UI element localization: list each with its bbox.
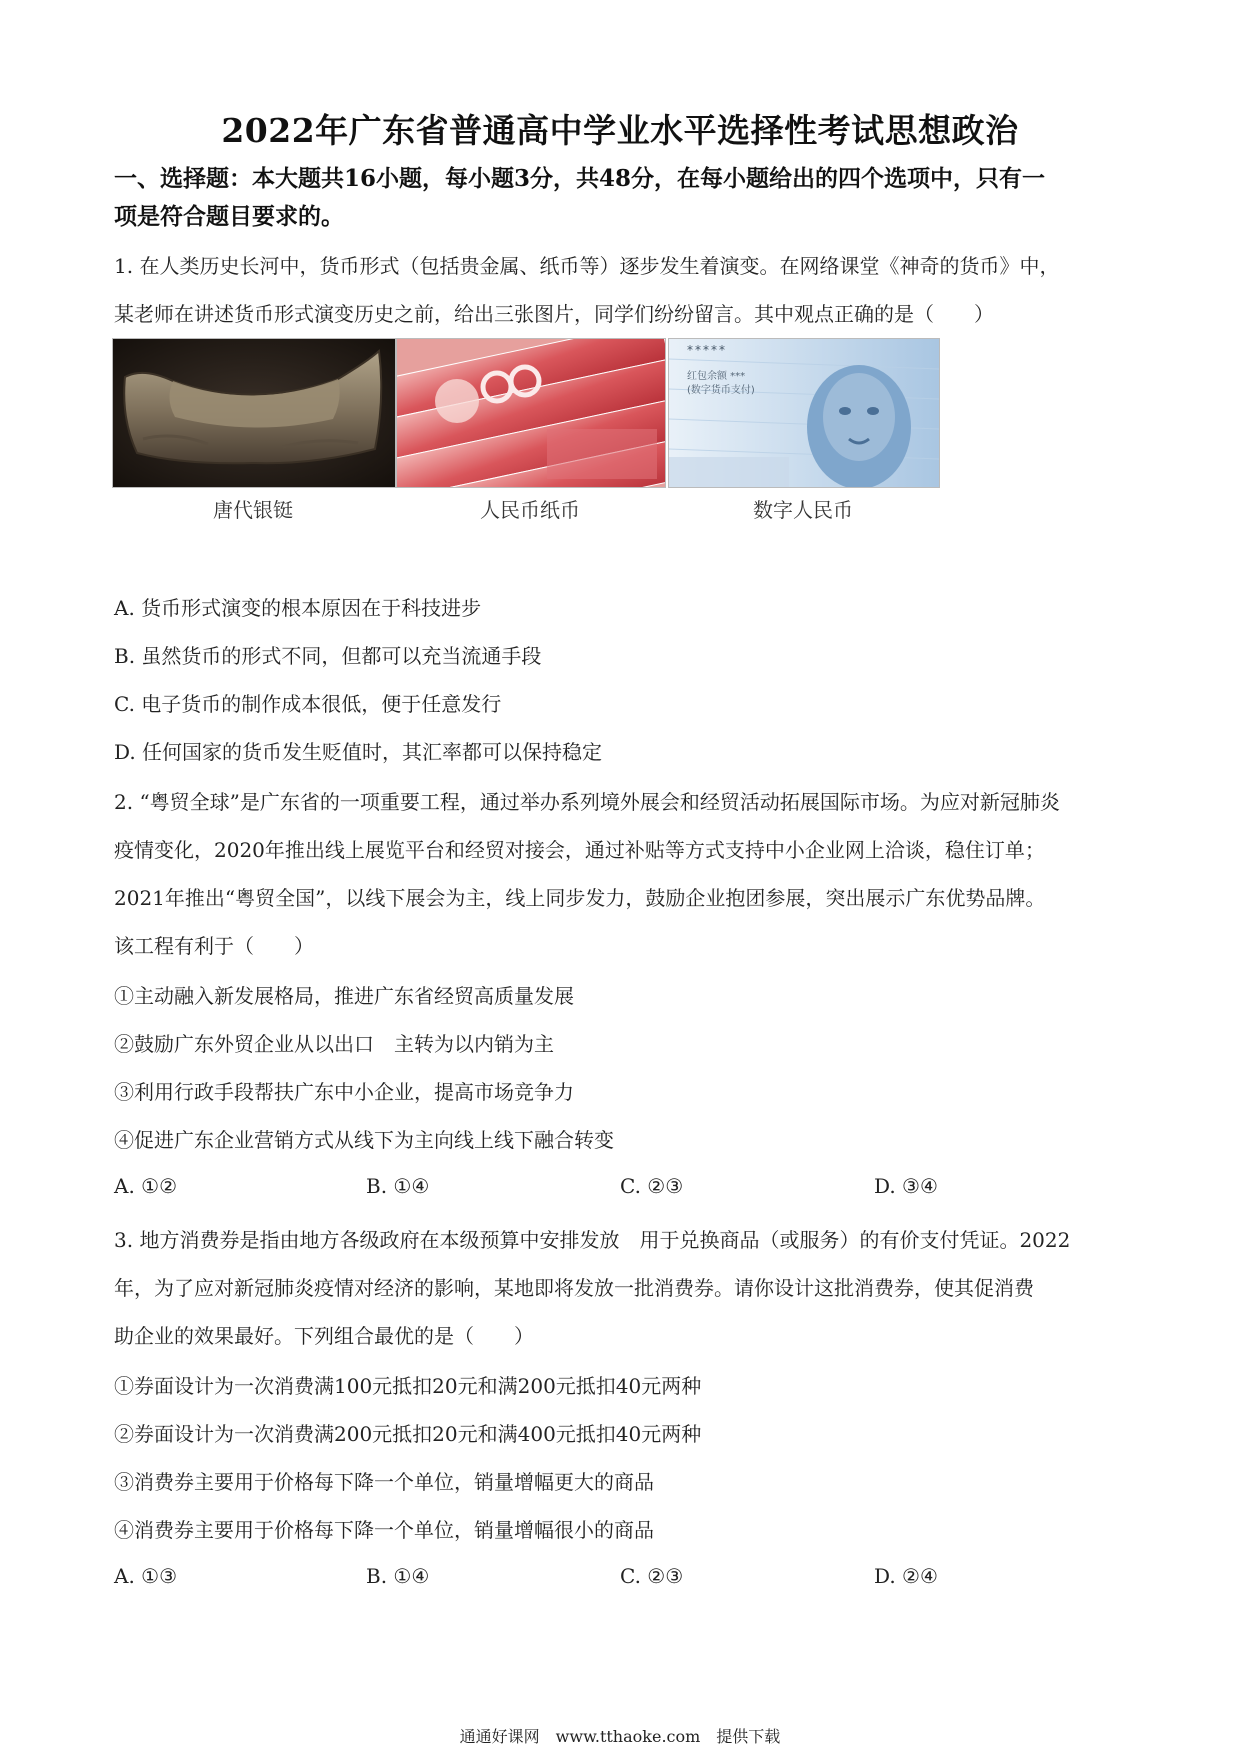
- figure-caption: 数字人民币: [753, 498, 853, 522]
- q3-item: ①券面设计为一次消费满100元抵扣20元和满200元抵扣40元两种: [114, 1374, 702, 1398]
- q2-item: ④促进广东企业营销方式从线下为主向线上线下融合转变: [114, 1128, 614, 1152]
- q3-stem: 3. 地方消费券是指由地方各级政府在本级预算中安排发放 用于兑换商品（或服务）的有价支付凭证。2022: [114, 1228, 1071, 1252]
- q2-item: ③利用行政手段帮扶广东中小企业，提高市场竞争力: [114, 1080, 574, 1104]
- rmb-banknotes-image: [396, 338, 666, 488]
- silver-ingot-image: [112, 338, 396, 488]
- page-footer: 通通好课网 www.tthaoke.com 提供下载: [459, 1727, 781, 1746]
- q3-item: ③消费券主要用于价格每下降一个单位，销量增幅更大的商品: [114, 1470, 654, 1494]
- q2-stem: 2021年推出“粤贸全国”，以线下展会为主，线上同步发力，鼓励企业抱团参展，突出展示广东优势品牌。: [114, 886, 1046, 910]
- q3-choice-a: A. ①③: [114, 1564, 178, 1588]
- silver-ingot-icon: [113, 339, 395, 487]
- q1-option-a: A. 货币形式演变的根本原因在于科技进步: [114, 596, 482, 620]
- q2-choice-b: B. ①④: [366, 1174, 430, 1198]
- q2-stem: 该工程有利于（ ）: [114, 934, 314, 958]
- q2-choice-a: A. ①②: [114, 1174, 178, 1198]
- q1-option-d: D. 任何国家的货币发生贬值时，其汇率都可以保持稳定: [114, 740, 603, 764]
- q2-stem: 疫情变化，2020年推出线上展览平台和经贸对接会，通过补贴等方式支持中小企业网上洽谈，稳住订单；: [114, 838, 1045, 862]
- q1-option-b: B. 虽然货币的形式不同，但都可以充当流通手段: [114, 644, 542, 668]
- q2-item: ①主动融入新发展格局，推进广东省经贸高质量发展: [114, 984, 574, 1008]
- digital-rmb-payment-label: (数字货币支付): [687, 385, 755, 396]
- figure-caption: 人民币纸币: [480, 498, 580, 522]
- q2-choice-d: D. ③④: [874, 1174, 938, 1198]
- figure-caption: 唐代银铤: [213, 498, 293, 522]
- q2-stem: 2. “粤贸全球”是广东省的一项重要工程，通过举办系列境外展会和经贸活动拓展国际市场。为应对新冠肺炎: [114, 790, 1060, 814]
- q3-choice-c: C. ②③: [620, 1564, 684, 1588]
- digital-rmb-image: [668, 338, 940, 488]
- section-heading-line: 一、选择题：本大题共16小题，每小题3分，共48分，在每小题给出的四个选项中，只有一: [114, 165, 1046, 192]
- q3-choice-b: B. ①④: [366, 1564, 430, 1588]
- page-title: 2022年广东省普通高中学业水平选择性考试思想政治: [221, 111, 1019, 150]
- digital-currency-icon: [669, 339, 939, 487]
- q3-choice-d: D. ②④: [874, 1564, 938, 1588]
- digital-rmb-stars: *****: [687, 343, 727, 357]
- section-heading-line: 项是符合题目要求的。: [114, 203, 344, 230]
- section-heading: [114, 160, 1134, 236]
- q3-item: ②券面设计为一次消费满200元抵扣20元和满400元抵扣40元两种: [114, 1422, 702, 1446]
- q3-stem: 助企业的效果最好。下列组合最优的是（ ）: [114, 1324, 534, 1348]
- q1-stem: 1. 在人类历史长河中，货币形式（包括贵金属、纸币等）逐步发生着演变。在网络课堂《神奇的货币》中，: [114, 254, 1060, 278]
- q2-item: ②鼓励广东外贸企业从以出口 主转为以内销为主: [114, 1032, 554, 1056]
- digital-rmb-balance-label: 红包余额 ***: [687, 371, 746, 382]
- q3-item: ④消费券主要用于价格每下降一个单位，销量增幅很小的商品: [114, 1518, 654, 1542]
- q1-option-c: C. 电子货币的制作成本很低，便于任意发行: [114, 692, 502, 716]
- q1-stem: 某老师在讲述货币形式演变历史之前，给出三张图片，同学们纷纷留言。其中观点正确的是（ ）: [114, 302, 994, 326]
- q3-stem: 年，为了应对新冠肺炎疫情对经济的影响，某地即将发放一批消费券。请你设计这批消费券，使其促消费: [114, 1276, 1034, 1300]
- banknote-icon: [397, 339, 665, 487]
- q2-choice-c: C. ②③: [620, 1174, 684, 1198]
